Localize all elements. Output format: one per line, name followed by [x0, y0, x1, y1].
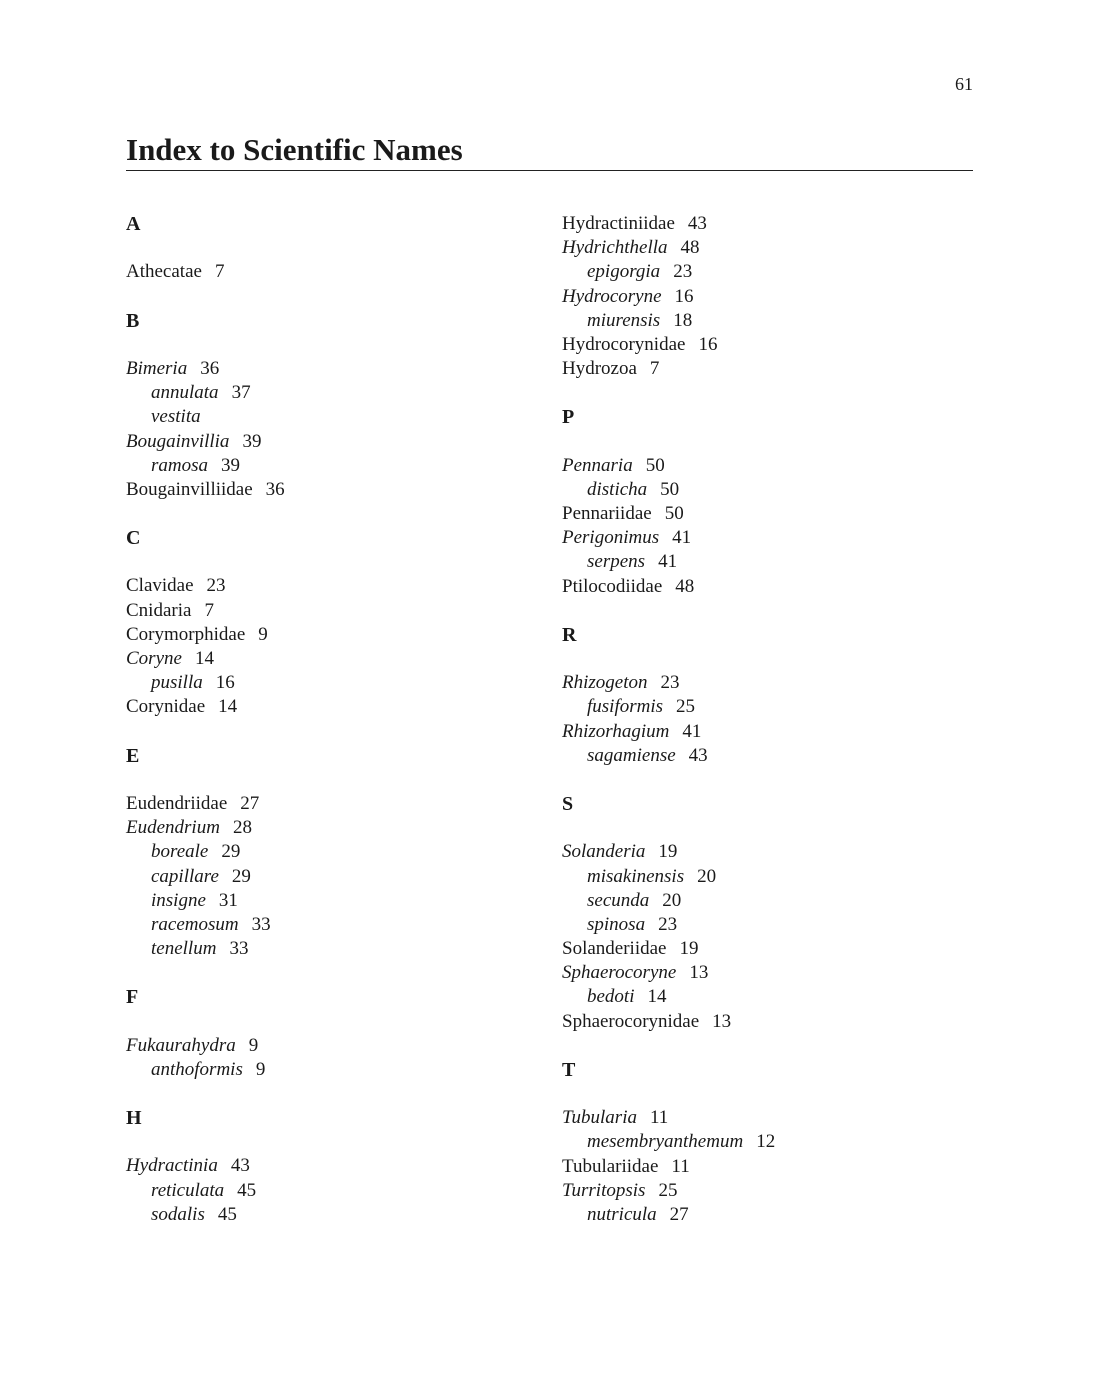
index-entry — [562, 236, 775, 260]
entry-page: 16 — [674, 285, 694, 307]
index-entry — [562, 840, 775, 864]
entry-page: 14 — [218, 696, 238, 718]
index-section — [562, 212, 775, 381]
index-entry — [126, 816, 285, 840]
entry-name: secunda — [587, 889, 650, 911]
index-section — [126, 526, 285, 720]
entry-name: boreale — [151, 841, 209, 863]
entry-page: 18 — [673, 309, 693, 331]
index-entry — [562, 937, 775, 961]
entry-name: Coryne — [126, 648, 182, 669]
entry-name: miurensis — [587, 309, 661, 331]
entry-name: Perigonimus — [562, 527, 660, 549]
entry-name: pusilla — [151, 672, 203, 694]
entry-page: 14 — [647, 986, 667, 1008]
index-subentry — [126, 1203, 285, 1227]
entry-name: fusiformis — [587, 696, 664, 718]
entry-name: Turritopsis — [562, 1179, 646, 1201]
index-column-left — [126, 212, 285, 1227]
entry-page: 27 — [240, 792, 260, 814]
entry-name: Hydractinia — [126, 1155, 218, 1177]
entry-name: Corynidae — [126, 696, 206, 718]
entry-page: 23 — [658, 913, 678, 935]
entry-page: 19 — [679, 938, 699, 960]
entry-page: 14 — [194, 648, 214, 669]
section-letter: P — [562, 406, 575, 429]
entry-name: Hydrocorynidae — [562, 333, 686, 355]
entry-name: Pennariidae — [562, 503, 652, 525]
entry-page: 20 — [662, 889, 682, 911]
index-section — [562, 405, 775, 599]
index-entry — [562, 333, 775, 357]
entry-name: Hydrozoa — [562, 358, 637, 380]
entry-page: 48 — [680, 237, 700, 259]
entry-page: 36 — [200, 357, 220, 379]
section-letter: C — [126, 527, 141, 550]
entry-name: Ptilocodiidae — [562, 575, 663, 597]
entry-page: 27 — [669, 1203, 689, 1225]
index-entry — [562, 961, 775, 985]
entry-name: bedoti — [587, 986, 635, 1008]
entry-page: 48 — [675, 575, 695, 597]
entry-name: Pennaria — [562, 454, 633, 476]
entry-name: Athecatae — [126, 261, 202, 283]
section-letter: R — [562, 623, 577, 646]
index-section — [126, 212, 285, 285]
entry-page: 12 — [756, 1131, 776, 1153]
entry-name: sagamiense — [587, 744, 676, 766]
entry-name: disticha — [587, 478, 648, 500]
index-column-right — [562, 212, 775, 1227]
entry-page: 9 — [248, 1034, 259, 1056]
entry-name: Sphaerocoryne — [562, 962, 677, 984]
index-subentry — [126, 1058, 285, 1082]
index-subentry — [126, 671, 285, 695]
entry-name: Tubularia — [562, 1107, 637, 1129]
index-subentry — [126, 840, 285, 864]
entry-page: 33 — [251, 913, 271, 935]
entry-name: Bougainvillia — [126, 430, 230, 452]
index-section — [562, 623, 775, 768]
entry-page: 23 — [206, 575, 226, 597]
section-letter: H — [126, 1107, 142, 1129]
entry-name: Solanderia — [562, 841, 646, 863]
entry-page: 7 — [204, 599, 214, 621]
entry-name: Cnidaria — [126, 599, 192, 621]
entry-name: Bougainvilliidae — [126, 478, 253, 500]
entry-page: 39 — [242, 430, 262, 452]
entry-name: tenellum — [151, 938, 217, 960]
index-entry — [562, 357, 775, 381]
entry-name: epigorgia — [587, 261, 661, 283]
index-entry — [562, 454, 775, 478]
index-entry — [562, 285, 775, 309]
index-entry — [562, 720, 775, 744]
index-subentry — [126, 381, 285, 405]
index-subentry — [562, 865, 775, 889]
entry-page: 11 — [649, 1107, 669, 1129]
index-entry — [562, 1106, 775, 1130]
index-subentry — [126, 889, 285, 913]
entry-page: 11 — [671, 1155, 690, 1177]
entry-page: 45 — [237, 1179, 257, 1201]
entry-name: Fukaurahydra — [126, 1034, 236, 1056]
entry-page: 13 — [689, 962, 709, 984]
index-entry — [126, 623, 285, 647]
index-subentry — [126, 405, 285, 429]
entry-page: 23 — [660, 672, 680, 694]
entry-page: 50 — [664, 503, 684, 525]
index-subentry — [562, 889, 775, 913]
entry-page: 13 — [712, 1010, 732, 1032]
index-section — [126, 985, 285, 1082]
entry-name: spinosa — [587, 913, 646, 935]
index-entry — [126, 1154, 285, 1178]
entry-name: nutricula — [587, 1203, 657, 1225]
index-section — [126, 309, 285, 503]
entry-name: Solanderiidae — [562, 938, 667, 960]
entry-page: 7 — [214, 261, 225, 283]
index-entry — [126, 260, 285, 284]
index-section — [126, 1106, 285, 1227]
entry-page: 25 — [658, 1179, 678, 1201]
index-entry — [126, 695, 285, 719]
title-rule — [126, 170, 973, 171]
entry-page: 25 — [676, 696, 696, 718]
entry-page: 41 — [658, 551, 678, 573]
index-subentry — [126, 937, 285, 961]
entry-name: Tubulariidae — [562, 1155, 659, 1177]
entry-page: 50 — [660, 478, 680, 500]
entry-name: sodalis — [151, 1203, 205, 1225]
index-subentry — [126, 454, 285, 478]
section-letter: B — [126, 309, 140, 332]
entry-page: 20 — [697, 865, 717, 887]
entry-name: Corymorphidae — [126, 623, 246, 645]
entry-page: 50 — [645, 454, 665, 476]
index-subentry — [126, 1179, 285, 1203]
entry-page: 9 — [255, 1058, 266, 1080]
index-entry — [562, 212, 775, 236]
index-entry — [562, 1010, 775, 1034]
entry-name: insigne — [151, 889, 206, 911]
index-entry — [126, 430, 285, 454]
index-subentry — [562, 695, 775, 719]
index-subentry — [562, 985, 775, 1009]
index-entry — [562, 1179, 775, 1203]
index-entry — [126, 357, 285, 381]
index-section — [126, 744, 285, 962]
entry-name: annulata — [151, 382, 219, 404]
entry-page: 43 — [688, 744, 708, 766]
entry-page: 16 — [698, 333, 718, 355]
section-letter: S — [562, 792, 574, 815]
index-entry — [562, 671, 775, 695]
entry-name: serpens — [587, 551, 646, 573]
index-subentry — [562, 260, 775, 284]
index-entry — [126, 574, 285, 598]
entry-page: 29 — [221, 841, 241, 863]
index-entry — [562, 502, 775, 526]
entry-name: Hydrocoryne — [562, 285, 662, 307]
entry-page: 37 — [231, 382, 251, 404]
index-subentry — [562, 1203, 775, 1227]
index-section — [562, 1058, 775, 1227]
index-subentry — [562, 1130, 775, 1154]
index-entry — [126, 647, 285, 671]
entry-page: 41 — [682, 720, 702, 742]
entry-page: 36 — [265, 478, 285, 500]
entry-page: 31 — [218, 889, 238, 911]
entry-name: ramosa — [151, 454, 209, 476]
entry-name: Hydractiniidae — [562, 213, 675, 234]
entry-page: 23 — [673, 261, 693, 283]
index-entry — [562, 575, 775, 599]
entry-name: Sphaerocorynidae — [562, 1010, 700, 1032]
index-subentry — [562, 550, 775, 574]
index-entry — [126, 599, 285, 623]
entry-name: racemosum — [151, 913, 239, 935]
entry-page: 29 — [231, 865, 251, 887]
index-subentry — [562, 744, 775, 768]
entry-name: vestita — [151, 406, 201, 428]
section-letter: T — [562, 1058, 576, 1081]
page-title: Index to Scientific Names — [126, 132, 463, 167]
entry-name: Eudendriidae — [126, 792, 228, 814]
index-entry — [562, 526, 775, 550]
index-subentry — [562, 913, 775, 937]
entry-page: 19 — [658, 841, 678, 863]
entry-name: reticulata — [151, 1179, 225, 1201]
entry-name: Eudendrium — [126, 817, 220, 839]
section-letter: E — [126, 744, 140, 767]
entry-page: 9 — [258, 623, 268, 645]
entry-name: mesembryanthemum — [587, 1131, 744, 1153]
index-entry — [126, 792, 285, 816]
entry-page: 43 — [687, 213, 707, 234]
entry-name: Rhizogeton — [562, 672, 648, 694]
index-subentry — [562, 309, 775, 333]
index-subentry — [562, 478, 775, 502]
entry-page: 43 — [230, 1155, 250, 1177]
entry-page: 28 — [232, 817, 252, 839]
entry-name: Bimeria — [126, 357, 188, 379]
entry-page: 7 — [649, 358, 660, 380]
entry-name: Hydrichthella — [562, 237, 668, 259]
entry-page: 45 — [217, 1203, 237, 1225]
entry-page: 39 — [221, 454, 241, 476]
index-entry — [126, 478, 285, 502]
entry-page: 33 — [229, 938, 249, 960]
page-number: 61 — [955, 74, 973, 94]
section-letter: A — [126, 213, 141, 235]
entry-name: Clavidae — [126, 575, 194, 597]
entry-name: capillare — [151, 865, 219, 887]
entry-page: 16 — [215, 672, 235, 694]
entry-name: Rhizorhagium — [562, 720, 670, 742]
index-entry — [562, 1155, 775, 1179]
index-subentry — [126, 913, 285, 937]
entry-page: 41 — [672, 527, 692, 549]
index-section — [562, 792, 775, 1034]
index-subentry — [126, 865, 285, 889]
index-entry — [126, 1034, 285, 1058]
entry-name: anthoformis — [151, 1058, 243, 1080]
section-letter: F — [126, 986, 139, 1009]
entry-name: misakinensis — [587, 865, 685, 887]
